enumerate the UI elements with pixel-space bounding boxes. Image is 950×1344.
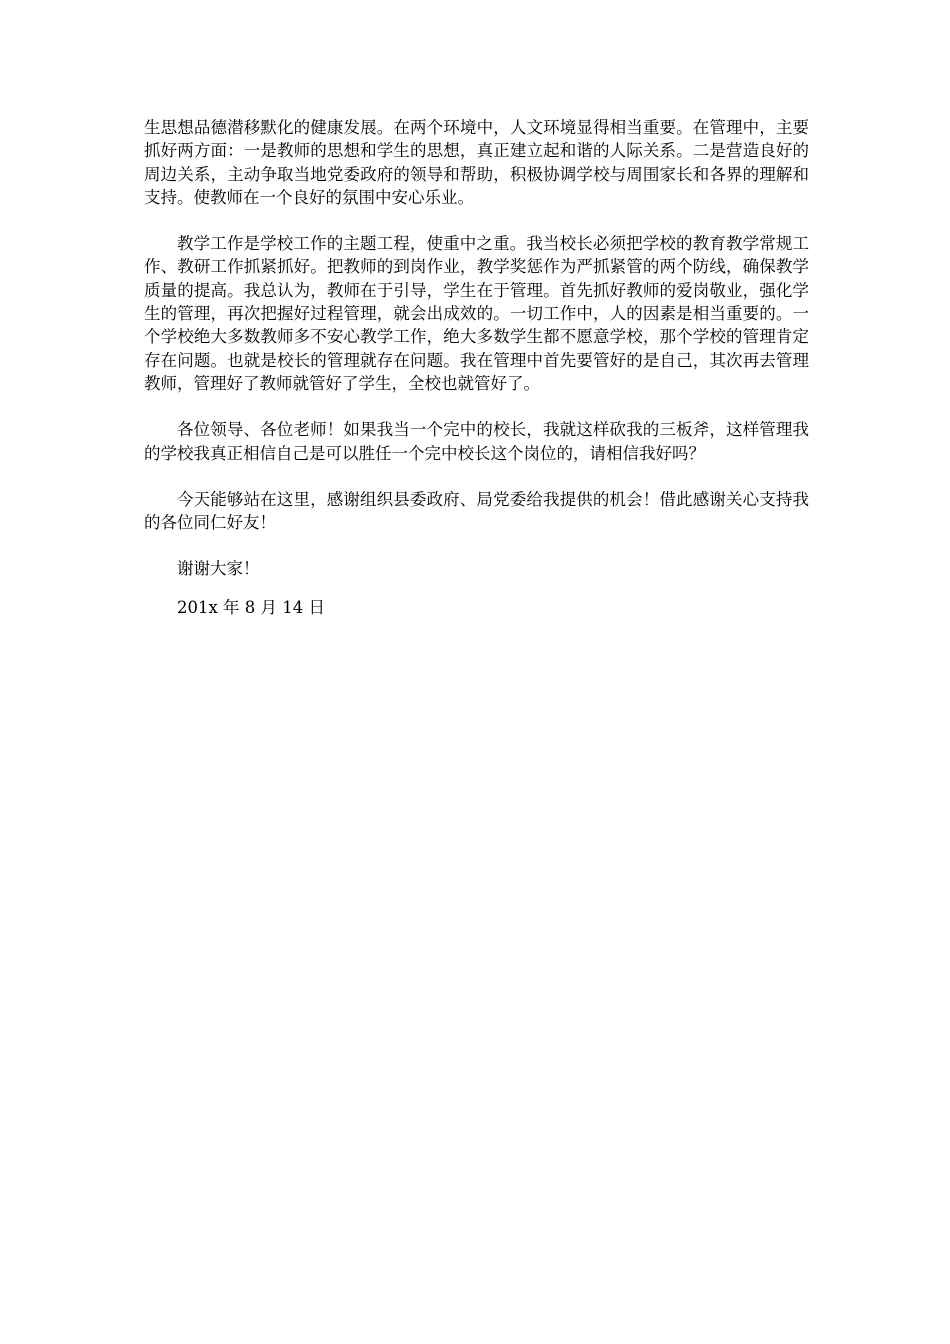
document-date: 201x 年 8 月 14 日 [177, 597, 326, 617]
paragraph-teaching-work: 教学工作是学校工作的主题工程，使重中之重。我当校长必须把学校的教育教学常规工作、教研工作抓紧抓好。把教师的到岗作业，教学奖惩作为严抓紧管的两个防线，确保教学质量的提高。我总认为，教师在于引导，学生在于管理。首先抓好教师的爱岗敬业，强化学生的管理，再次把握好过程管理，就会出成效的。一切工作中，人的因素是相当重要的。一个学校绝大多数教师多不安心教学工作，绝大多数学生都不愿意学校，那个学校的管理肯定存在问题。也就是校长的管理就存在问题。我在管理中首先要管好的是自己，其次再去管理教师，管理好了教师就管好了学生，全校也就管好了。 [144, 234, 809, 393]
paragraph-thank-you: 谢谢大家！ [177, 559, 260, 579]
paragraph-thanks-organization: 今天能够站在这里，感谢组织县委政府、局党委给我提供的机会！借此感谢关心支持我的各位同仁好友！ [144, 489, 809, 533]
paragraph-environment: 生思想品德潜移默化的健康发展。在两个环境中，人文环境显得相当重要。在管理中，主要抓好两方面：一是教师的思想和学生的思想，真正建立起和谐的人际关系。二是营造良好的周边关系，主动争取当地党委政府的领导和帮助，积极协调学校与周围家长和各界的理解和支持。使教师在一个良好的氛围中安心乐业。 [144, 118, 809, 207]
paragraph-address-leaders: 各位领导、各位老师！如果我当一个完中的校长，我就这样砍我的三板斧，这样管理我的学校我真正相信自己是可以胜任一个完中校长这个岗位的，请相信我好吗？ [144, 420, 809, 463]
document-page [144, 116, 809, 642]
